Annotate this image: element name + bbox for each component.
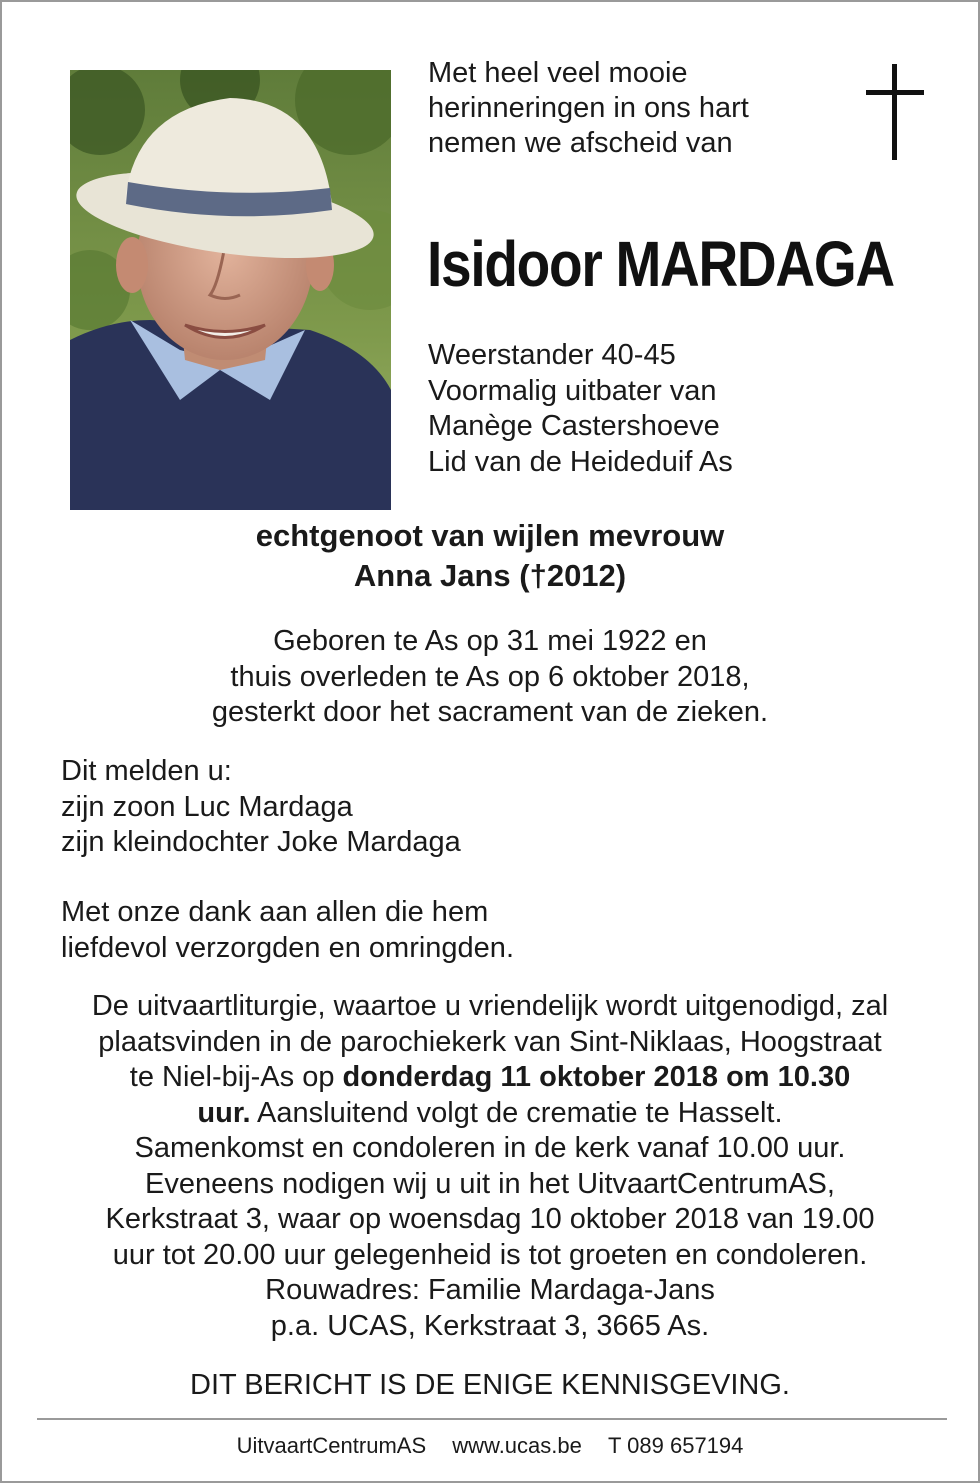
footer-website[interactable]: www.ucas.be: [452, 1433, 582, 1458]
funeral-service-info: [2, 989, 978, 1344]
family-line: zijn zoon Luc Mardaga: [61, 790, 353, 823]
intro-line: nemen we afscheid van: [428, 127, 733, 159]
portrait-photo: [70, 70, 391, 510]
service-date-bold: donderdag 11 oktober 2018 om 10.30: [342, 1061, 851, 1093]
birth-line: thuis overleden te As op 6 oktober 2018,: [230, 660, 750, 693]
portrait-illustration: [70, 70, 391, 510]
role-line: Lid van de Heideduif As: [428, 445, 733, 478]
service-line: [2, 1060, 978, 1096]
family-announcement: [61, 754, 461, 861]
thanks-line: liefdevol verzorgden en omringden.: [61, 931, 514, 964]
role-line: Voormalig uitbater van: [428, 374, 717, 407]
service-line: Kerkstraat 3, waar op woensdag 10 oktober 2018 van 19.00: [105, 1203, 875, 1235]
service-line: [2, 1096, 978, 1132]
family-line: Dit melden u:: [61, 755, 232, 787]
family-line: zijn kleindochter Joke Mardaga: [61, 826, 461, 858]
deceased-roles: [428, 338, 733, 480]
role-line: Manège Castershoeve: [428, 410, 720, 442]
role-line: Weerstander 40-45: [428, 339, 676, 371]
footer-company: UitvaartCentrumAS: [236, 1433, 427, 1458]
birth-line: gesterkt door het sacrament van de zieken.: [211, 696, 769, 728]
thanks-line: Met onze dank aan allen die hem: [61, 896, 489, 928]
intro-line: herinneringen in ons hart: [428, 92, 749, 124]
footer-divider: [37, 1418, 947, 1420]
thanks-text: [61, 895, 514, 966]
service-line: Samenkomst en condoleren in de kerk vanaf 10.00 uur.: [134, 1132, 846, 1164]
deceased-name: Isidoor MARDAGA: [427, 228, 894, 300]
birth-line: Geboren te As op 31 mei 1922 en: [273, 625, 707, 657]
intro-text: [428, 56, 749, 161]
birth-death-info: [2, 624, 978, 731]
cross-icon: [866, 64, 924, 160]
footer: [2, 1432, 978, 1460]
service-line: plaatsvinden in de parochiekerk van Sint-Niklaas, Hoogstraat: [98, 1025, 882, 1058]
service-text: te Niel-bij-As op: [129, 1061, 343, 1093]
service-line: Eveneens nodigen wij u uit in het UitvaartCentrumAS,: [145, 1167, 835, 1200]
service-line: De uitvaartliturgie, waartoe u vriendelijk wordt uitgenodigd, zal: [91, 990, 889, 1022]
intro-line: Met heel veel mooie: [428, 57, 688, 89]
service-line: uur tot 20.00 uur gelegenheid is tot groeten en condoleren.: [112, 1238, 868, 1271]
service-text: Aansluitend volgt de crematie te Hasselt.: [250, 1096, 783, 1129]
service-time-bold: uur.: [197, 1096, 251, 1129]
spouse-line: echtgenoot van wijlen mevrouw: [255, 518, 725, 553]
service-line: p.a. UCAS, Kerkstraat 3, 3665 As.: [270, 1309, 710, 1342]
sole-notice: DIT BERICHT IS DE ENIGE KENNISGEVING.: [190, 1369, 790, 1401]
footer-phone: T 089 657194: [608, 1433, 744, 1458]
spouse-line: Anna Jans (†2012): [353, 558, 627, 593]
spouse-info: [2, 516, 978, 596]
service-line: Rouwadres: Familie Mardaga-Jans: [265, 1274, 715, 1306]
